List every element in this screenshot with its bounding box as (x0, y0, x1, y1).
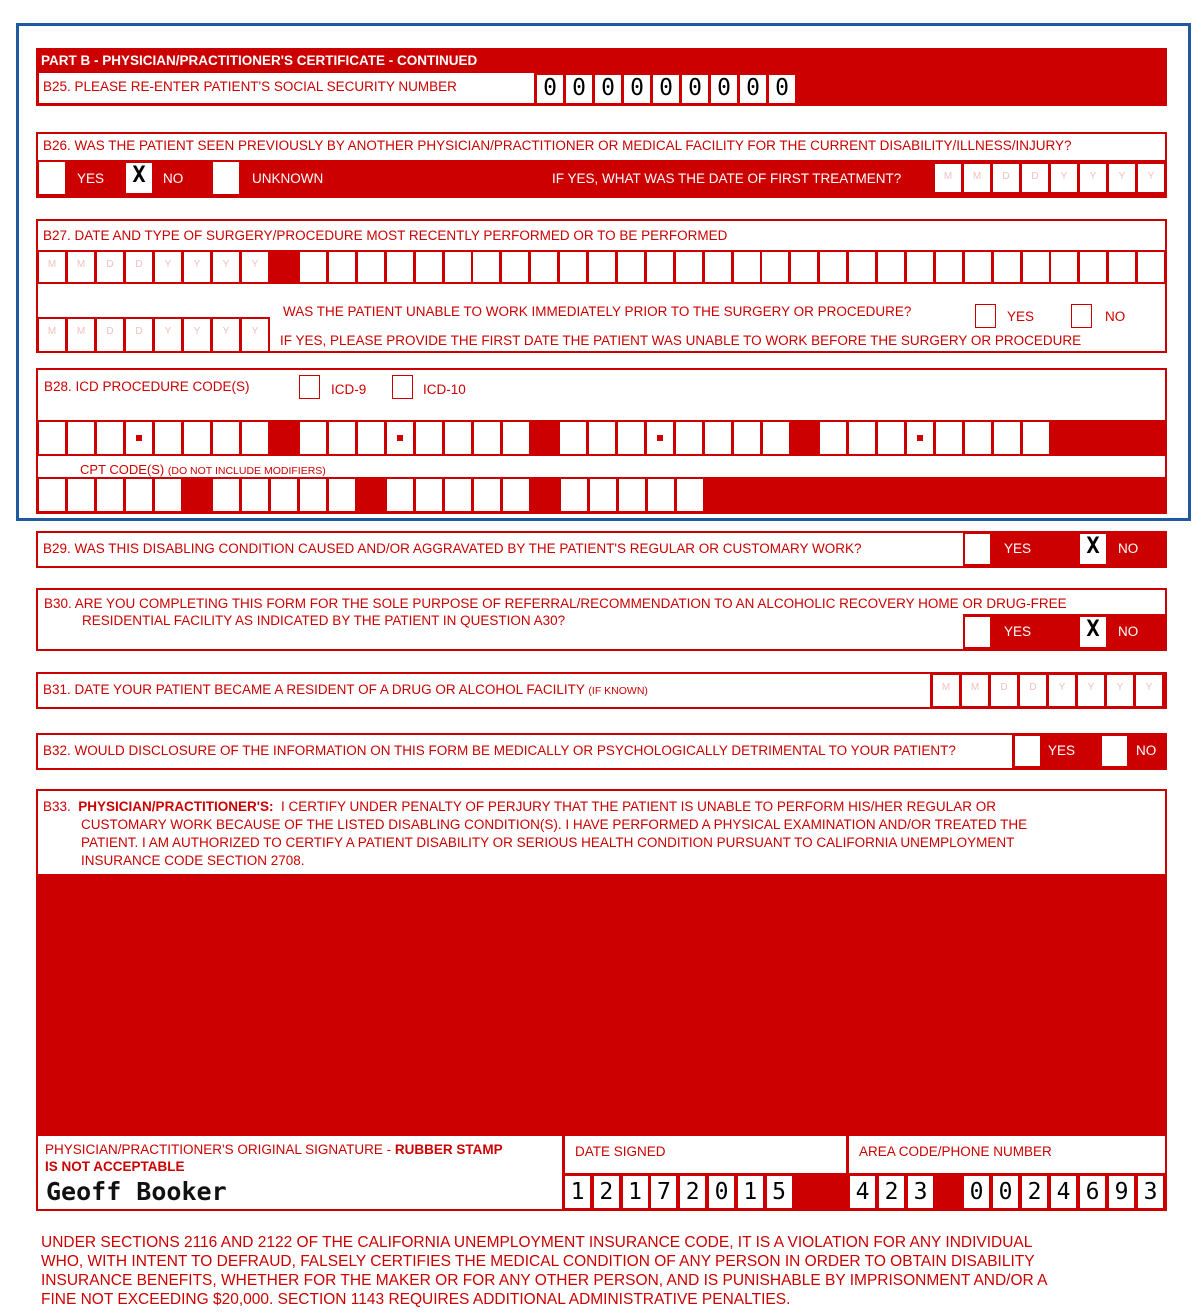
date-cell[interactable]: D (993, 164, 1019, 192)
b26-no-label: NO (163, 171, 184, 186)
date-cell[interactable]: D (126, 319, 152, 351)
icd-cell[interactable] (849, 422, 875, 454)
procedure-cell[interactable] (589, 252, 615, 282)
date-cell[interactable]: Y (242, 319, 268, 351)
date-cell[interactable]: Y (213, 252, 239, 282)
phone-digit[interactable]: 3 (1138, 1176, 1163, 1208)
footer-line3: INSURANCE BENEFITS, WHETHER FOR THE MAKER OR FOR ANY OTHER PERSON, AND IS PUNISHABLE BY IMPRISONMENT AND/OR A (41, 1272, 1048, 1289)
cpt-cell[interactable] (242, 479, 268, 511)
icd-cell[interactable] (474, 422, 500, 454)
icd-decimal-dot (397, 435, 403, 441)
b27-no-checkbox[interactable] (1071, 304, 1092, 328)
b32-no-label: NO (1136, 743, 1157, 758)
b29-yes-label: YES (1004, 541, 1032, 556)
date-signed-digit[interactable]: 1 (565, 1176, 590, 1208)
procedure-cell[interactable] (416, 252, 442, 282)
cpt-cell[interactable] (590, 479, 616, 511)
icd10-checkbox[interactable] (392, 375, 413, 399)
procedure-cell[interactable] (1109, 252, 1135, 282)
footer-line1: UNDER SECTIONS 2116 AND 2122 OF THE CALIFORNIA UNEMPLOYMENT INSURANCE CODE, IT IS A VIOLATION FOR ANY INDIVIDUAL (41, 1234, 1033, 1251)
b33-line1: B33. PHYSICIAN/PRACTITIONER'S: I CERTIFY UNDER PENALTY OF PERJURY THAT THE PATIENT IS UNABLE TO PERFORM HIS/HER REGULAR OR (43, 799, 996, 814)
date-cell[interactable]: M (68, 319, 94, 351)
icd-cell[interactable] (734, 422, 760, 454)
date-cell[interactable]: Y (184, 319, 210, 351)
icd-cell[interactable] (936, 422, 962, 454)
icd-cell[interactable] (184, 422, 210, 454)
cpt-cell[interactable] (561, 479, 587, 511)
phone-digit[interactable]: 0 (993, 1176, 1018, 1208)
date-cell[interactable]: D (991, 675, 1017, 706)
date-signed-digit[interactable]: 1 (623, 1176, 648, 1208)
procedure-cell[interactable] (907, 252, 933, 282)
icd-cell[interactable] (68, 422, 94, 454)
procedure-cell[interactable] (647, 252, 673, 282)
date-signed-label: DATE SIGNED (575, 1144, 666, 1159)
procedure-cell[interactable] (791, 252, 817, 282)
icd10-label: ICD-10 (423, 382, 466, 397)
procedure-cell[interactable] (878, 252, 904, 282)
procedure-cell[interactable] (936, 252, 962, 282)
date-signed-digit[interactable]: 2 (680, 1176, 705, 1208)
ssn-digit[interactable]: 0 (537, 75, 563, 103)
date-cell[interactable]: Y (1051, 164, 1077, 192)
phone-digit[interactable]: 0 (964, 1176, 989, 1208)
part-b-header: PART B - PHYSICIAN/PRACTITIONER'S CERTIFICATE - CONTINUED (41, 53, 478, 68)
date-cell[interactable]: Y (1049, 675, 1075, 706)
b33-line4: INSURANCE CODE SECTION 2708. (81, 853, 305, 868)
procedure-cell[interactable] (300, 252, 326, 282)
procedure-cell[interactable] (1023, 252, 1049, 282)
phone-digit[interactable]: 4 (1051, 1176, 1076, 1208)
area-code-digit[interactable]: 4 (850, 1176, 875, 1208)
procedure-cell[interactable] (387, 252, 413, 282)
date-cell[interactable]: Y (155, 252, 181, 282)
date-cell[interactable]: D (126, 252, 152, 282)
procedure-cell[interactable] (1138, 252, 1164, 282)
date-cell[interactable]: M (962, 675, 988, 706)
ssn-digit[interactable]: 0 (653, 75, 679, 103)
ssn-digit[interactable]: 0 (769, 75, 795, 103)
icd-decimal-dot (657, 435, 663, 441)
b29-yes-checkbox[interactable] (965, 534, 990, 564)
b32-yes-checkbox[interactable] (1015, 736, 1040, 766)
date-cell[interactable]: Y (1109, 164, 1135, 192)
date-cell[interactable]: M (39, 319, 65, 351)
b26-unknown-checkbox[interactable] (213, 162, 239, 194)
procedure-cell[interactable] (762, 252, 788, 282)
signature-label: PHYSICIAN/PRACTITIONER'S ORIGINAL SIGNATURE - RUBBER STAMP (45, 1142, 503, 1157)
cpt-label: CPT CODE(S) (DO NOT INCLUDE MODIFIERS) (80, 462, 326, 477)
date-cell[interactable]: Y (155, 319, 181, 351)
date-signed-digit[interactable]: 7 (651, 1176, 676, 1208)
date-cell[interactable]: M (964, 164, 990, 192)
date-cell[interactable]: D (97, 319, 123, 351)
date-cell[interactable]: D (1020, 675, 1046, 706)
phone-label: AREA CODE/PHONE NUMBER (859, 1144, 1052, 1159)
procedure-cell[interactable] (994, 252, 1020, 282)
b26-yes-label: YES (77, 171, 105, 186)
date-cell[interactable]: Y (1107, 675, 1133, 706)
icd-cell[interactable] (242, 422, 268, 454)
icd-cell[interactable] (97, 422, 123, 454)
cpt-cell[interactable] (474, 479, 500, 511)
b31-label: B31. DATE YOUR PATIENT BECAME A RESIDENT OF A DRUG OR ALCOHOL FACILITY (IF KNOWN) (43, 682, 648, 697)
b30-question-line1: B30. ARE YOU COMPLETING THIS FORM FOR THE SOLE PURPOSE OF REFERRAL/RECOMMENDATION TO AN ALCOHOLIC RECOVERY HOME OR DRUG-FREE (44, 596, 1067, 611)
procedure-cell[interactable] (820, 252, 846, 282)
icd9-checkbox[interactable] (299, 375, 320, 399)
cpt-cell[interactable] (68, 479, 94, 511)
procedure-cell[interactable] (676, 252, 702, 282)
date-signed-digit[interactable]: 1 (738, 1176, 763, 1208)
date-cell[interactable]: Y (213, 319, 239, 351)
date-signed-digit[interactable]: 2 (594, 1176, 619, 1208)
b30-question-line2: RESIDENTIAL FACILITY AS INDICATED BY THE PATIENT IN QUESTION A30? (82, 613, 566, 628)
cpt-cell[interactable] (155, 479, 181, 511)
icd-cell[interactable] (705, 422, 731, 454)
b30-yes-checkbox[interactable] (965, 617, 990, 647)
procedure-cell[interactable] (734, 252, 760, 282)
b26-first-treatment-label: IF YES, WHAT WAS THE DATE OF FIRST TREATMENT? (552, 171, 902, 186)
b27-yes-label: YES (1007, 309, 1035, 324)
date-cell[interactable]: Y (1078, 675, 1104, 706)
icd-cell[interactable] (503, 422, 529, 454)
date-signed-digit[interactable]: 0 (709, 1176, 734, 1208)
icd-cell[interactable] (589, 422, 615, 454)
icd-cell[interactable] (329, 422, 355, 454)
icd-cell[interactable] (763, 422, 789, 454)
cpt-cell[interactable] (503, 479, 529, 511)
date-cell[interactable]: Y (1138, 164, 1164, 192)
b33-line2: CUSTOMARY WORK BECAUSE OF THE LISTED DISABLING CONDITION(S). I HAVE PERFORMED A PHYSICAL EXAMINATION AND/OR TREATED THE (81, 817, 1028, 832)
b30-yes-label: YES (1004, 624, 1032, 639)
cpt-cell[interactable] (445, 479, 471, 511)
cpt-cell[interactable] (619, 479, 645, 511)
procedure-cell[interactable] (329, 252, 355, 282)
icd-cell[interactable] (1023, 422, 1049, 454)
cpt-cell[interactable] (97, 479, 123, 511)
icd-cell[interactable] (358, 422, 384, 454)
b32-no-checkbox[interactable] (1102, 736, 1127, 766)
b29-no-checkbox[interactable]: X (1080, 534, 1106, 564)
icd-decimal-dot (917, 435, 923, 441)
cpt-cell[interactable] (387, 479, 413, 511)
phone-digit[interactable]: 6 (1080, 1176, 1105, 1208)
b33-line3: PATIENT. I AM AUTHORIZED TO CERTIFY A PATIENT DISABILITY OR SERIOUS HEALTH CONDITION PURSUANT TO CALIFORNIA UNEMPLOYMENT (81, 835, 1015, 850)
date-cell[interactable]: D (97, 252, 123, 282)
date-cell[interactable]: Y (184, 252, 210, 282)
ssn-digit[interactable]: 0 (682, 75, 708, 103)
icd-cell[interactable] (994, 422, 1020, 454)
phone-digit[interactable]: 2 (1022, 1176, 1047, 1208)
b27-label: B27. DATE AND TYPE OF SURGERY/PROCEDURE MOST RECENTLY PERFORMED OR TO BE PERFORMED (43, 228, 728, 243)
b26-unknown-label: UNKNOWN (252, 171, 324, 186)
footer-line2: WHO, WITH INTENT TO DEFRAUD, FALSELY CERTIFIES THE MEDICAL CONDITION OF ANY PERSON IN ORDER TO OBTAIN DISABILITY (41, 1253, 1035, 1270)
b27-no-label: NO (1105, 309, 1126, 324)
icd-cell[interactable] (878, 422, 904, 454)
cpt-cell[interactable] (213, 479, 239, 511)
procedure-cell[interactable] (445, 252, 471, 282)
icd-cell[interactable] (445, 422, 471, 454)
icd-cell[interactable] (155, 422, 181, 454)
icd-cell[interactable] (965, 422, 991, 454)
procedure-cell[interactable] (618, 252, 644, 282)
b28-label: B28. ICD PROCEDURE CODE(S) (44, 379, 250, 394)
date-cell[interactable]: Y (242, 252, 268, 282)
icd-cell[interactable] (416, 422, 442, 454)
date-cell[interactable]: M (935, 164, 961, 192)
ssn-digit[interactable]: 0 (595, 75, 621, 103)
b27-yes-checkbox[interactable] (975, 304, 996, 328)
cpt-cell[interactable] (416, 479, 442, 511)
icd-cell[interactable] (618, 422, 644, 454)
ssn-digit[interactable]: 0 (566, 75, 592, 103)
icd-cell[interactable] (300, 422, 326, 454)
cpt-cell[interactable] (677, 479, 703, 511)
cpt-cell[interactable] (300, 479, 326, 511)
procedure-cell[interactable] (560, 252, 586, 282)
footer-line4: FINE NOT EXCEEDING $20,000. SECTION 1143 REQUIRES ADDITIONAL ADMINISTRATIVE PENALTIES. (41, 1291, 791, 1308)
b32-yes-label: YES (1048, 743, 1076, 758)
b33-stamp-area (36, 874, 1167, 1136)
signature-value[interactable]: Geoff Booker (46, 1177, 227, 1206)
icd-cell[interactable] (39, 422, 65, 454)
date-cell[interactable]: Y (1136, 675, 1162, 706)
b26-question: B26. WAS THE PATIENT SEEN PREVIOUSLY BY ANOTHER PHYSICIAN/PRACTITIONER OR MEDICAL FACILITY FOR THE CURRENT DISABILITY/ILLNESS/INJURY? (43, 138, 1072, 153)
b30-no-checkbox[interactable]: X (1080, 617, 1106, 647)
area-code-digit[interactable]: 2 (879, 1176, 904, 1208)
icd-decimal-dot (136, 435, 142, 441)
procedure-cell[interactable] (1051, 252, 1077, 282)
b27-unable-question: WAS THE PATIENT UNABLE TO WORK IMMEDIATELY PRIOR TO THE SURGERY OR PROCEDURE? (283, 304, 912, 319)
cpt-cell[interactable] (271, 479, 297, 511)
area-code-digit[interactable]: 3 (908, 1176, 933, 1208)
ssn-digit[interactable]: 0 (711, 75, 737, 103)
date-cell[interactable]: D (1022, 164, 1048, 192)
b32-question: B32. WOULD DISCLOSURE OF THE INFORMATION ON THIS FORM BE MEDICALLY OR PSYCHOLOGICALLY DETRIMENTAL TO YOUR PATIENT? (43, 743, 956, 758)
procedure-cell[interactable] (502, 252, 528, 282)
icd-cell[interactable] (820, 422, 846, 454)
procedure-cell[interactable] (531, 252, 557, 282)
b29-no-label: NO (1118, 541, 1139, 556)
icd-cell[interactable] (560, 422, 586, 454)
b30-no-label: NO (1118, 624, 1139, 639)
b26-no-checkbox[interactable]: X (126, 163, 152, 193)
date-signed-digit[interactable]: 5 (767, 1176, 792, 1208)
b27-first-date-label: IF YES, PLEASE PROVIDE THE FIRST DATE THE PATIENT WAS UNABLE TO WORK BEFORE THE SURGERY OR PROCEDURE (280, 333, 1082, 348)
cpt-cell[interactable] (39, 479, 65, 511)
procedure-cell[interactable] (849, 252, 875, 282)
procedure-cell[interactable] (358, 252, 384, 282)
cpt-cell[interactable] (126, 479, 152, 511)
date-cell[interactable]: Y (1080, 164, 1106, 192)
procedure-cell[interactable] (705, 252, 731, 282)
b25-label: B25. PLEASE RE-ENTER PATIENT'S SOCIAL SECURITY NUMBER (43, 79, 457, 94)
date-cell[interactable]: M (39, 252, 65, 282)
cpt-cell[interactable] (648, 479, 674, 511)
icd-cell[interactable] (676, 422, 702, 454)
ssn-digit[interactable]: 0 (740, 75, 766, 103)
ssn-digit[interactable]: 0 (624, 75, 650, 103)
date-cell[interactable]: M (933, 675, 959, 706)
date-cell[interactable]: M (68, 252, 94, 282)
b26-yes-checkbox[interactable] (39, 162, 65, 194)
cpt-cell[interactable] (329, 479, 355, 511)
procedure-cell[interactable] (473, 252, 499, 282)
icd9-label: ICD-9 (331, 382, 367, 397)
phone-digit[interactable]: 9 (1109, 1176, 1134, 1208)
b29-question: B29. WAS THIS DISABLING CONDITION CAUSED AND/OR AGGRAVATED BY THE PATIENT'S REGULAR OR CUSTOMARY WORK? (43, 541, 862, 556)
icd-cell[interactable] (213, 422, 239, 454)
procedure-cell[interactable] (1080, 252, 1106, 282)
procedure-cell[interactable] (965, 252, 991, 282)
signature-label-2: IS NOT ACCEPTABLE (45, 1159, 185, 1174)
